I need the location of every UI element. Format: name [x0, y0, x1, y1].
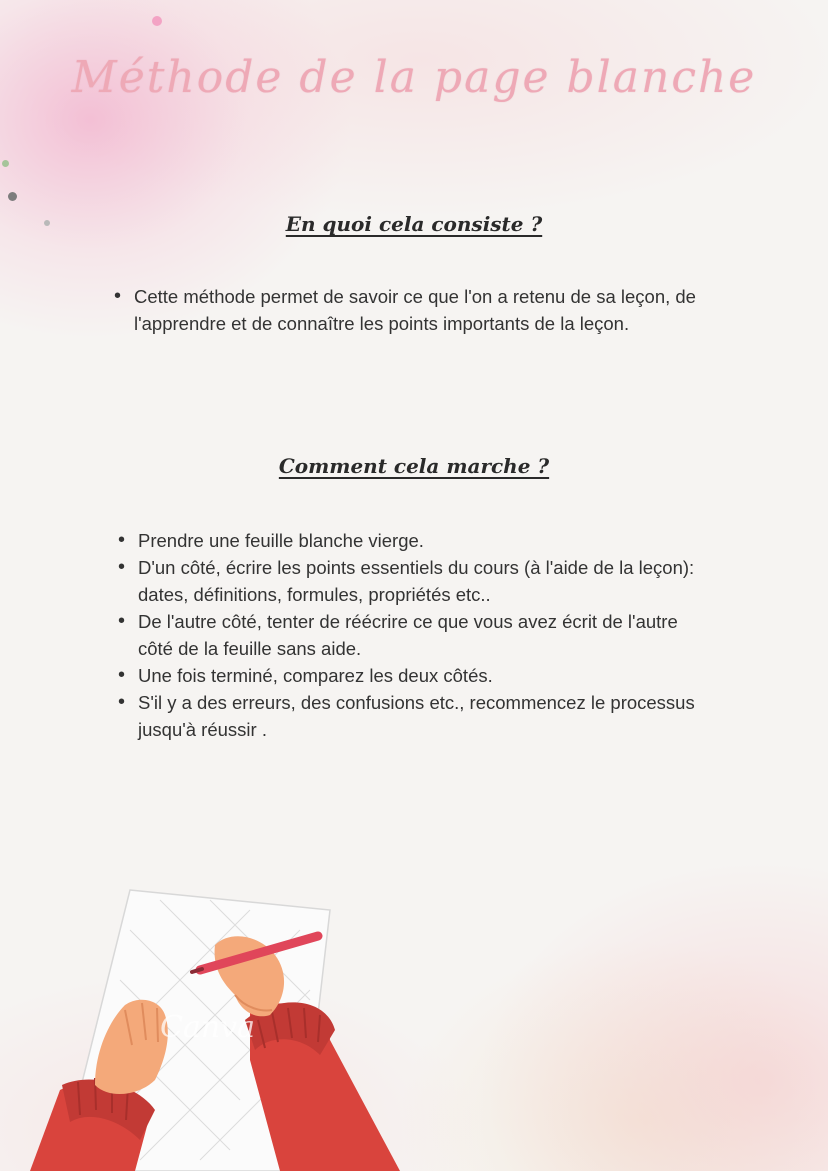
- list-item: • S'il y a des erreurs, des confusions etc., recommencez le processus jusqu'à réussir .: [116, 689, 716, 743]
- section-list-how: [116, 527, 716, 743]
- list-item: • D'un côté, écrire les points essentiels du cours (à l'aide de la leçon): dates, définitions, formules, propriétés etc..: [116, 554, 716, 608]
- list-item: • Cette méthode permet de savoir ce que l'on a retenu de sa leçon, de l'apprendre et de connaître les points importants de la leçon.: [112, 283, 712, 337]
- list-item: • Une fois terminé, comparez les deux côtés.: [116, 662, 716, 689]
- list-item: • Prendre une feuille blanche vierge.: [116, 527, 716, 554]
- decorative-dot: [152, 16, 162, 26]
- section-heading-what: En quoi cela consiste ?: [285, 212, 543, 236]
- decorative-dot: [2, 160, 9, 167]
- decorative-dot: [8, 192, 17, 201]
- section-list-what: [112, 283, 712, 337]
- canva-watermark: Canva: [160, 1010, 255, 1045]
- page-title: Méthode de la page blanche: [71, 52, 757, 103]
- section-heading-how: Comment cela marche ?: [278, 454, 550, 478]
- list-item: • De l'autre côté, tenter de réécrire ce que vous avez écrit de l'autre côté de la feuille sans aide.: [116, 608, 716, 662]
